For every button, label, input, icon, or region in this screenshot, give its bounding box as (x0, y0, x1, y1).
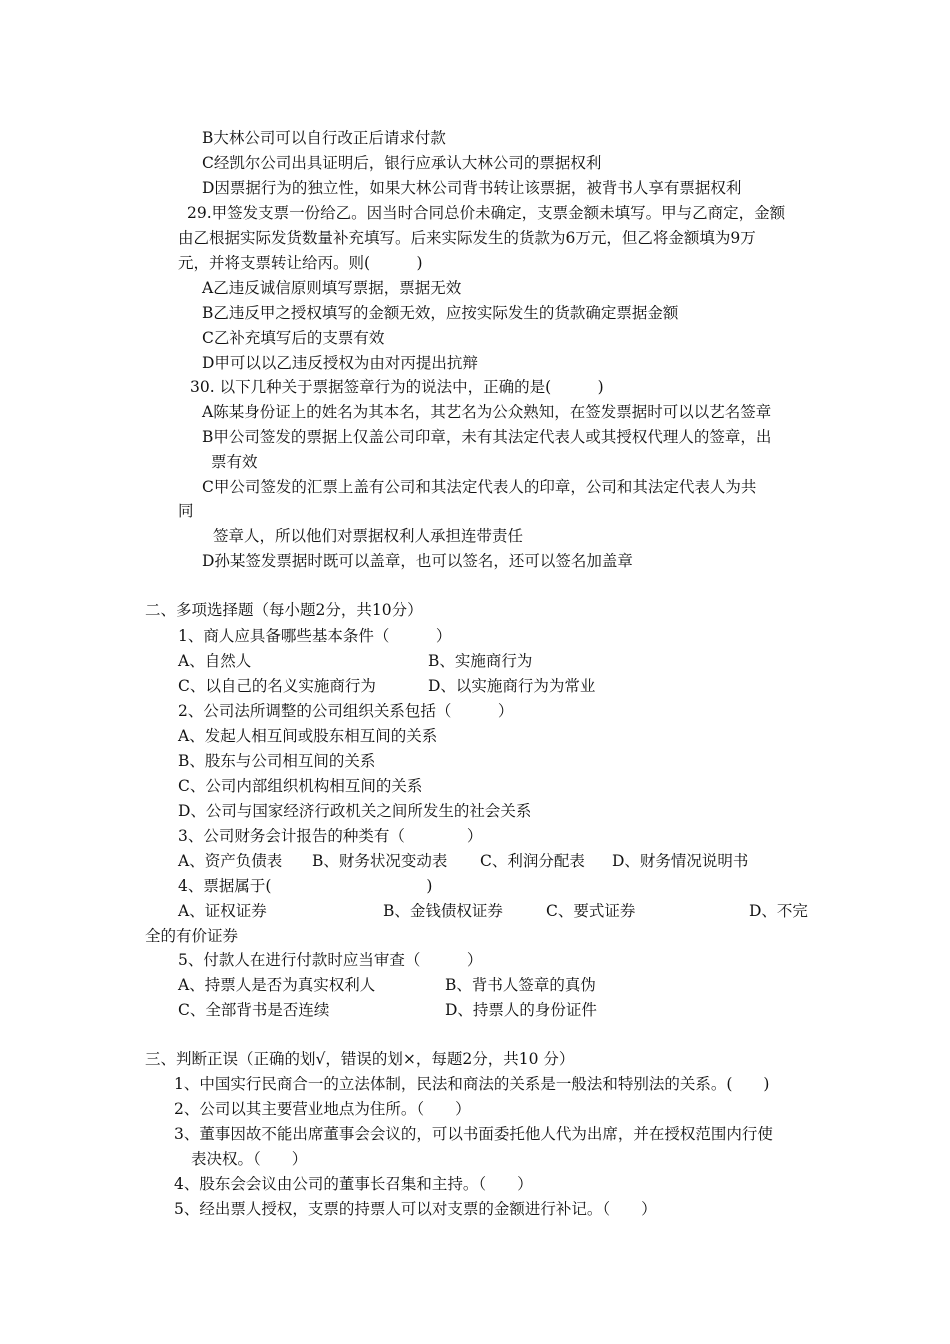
s2-q4-option-d: D、不完 (749, 902, 808, 920)
s2-q1-option-a: A、自然人 (178, 652, 252, 670)
s2-q2-option-a: A、发起人相互间或股东相互间的关系 (178, 727, 438, 745)
q30-option-c-line2: 同 (178, 502, 194, 520)
s3-q1: 1、中国实行民商合一的立法体制，民法和商法的关系是一般法和特别法的关系。( ) (174, 1075, 770, 1093)
s2-q4-stem: 4、票据属于( ) (178, 877, 433, 895)
s2-q1-option-d: D、以实施商行为为常业 (428, 677, 596, 695)
s2-q3-stem: 3、公司财务会计报告的种类有（ ） (178, 827, 483, 845)
q29-stem-line2: 由乙根据实际发货数量补充填写。后来实际发生的货款为6万元，但乙将金额填为9万 (178, 229, 756, 247)
q29-stem-line1: 29.甲签发支票一份给乙。因当时合同总价未确定，支票金额未填写。甲与乙商定，金额 (187, 204, 786, 222)
q30-stem: 30. 以下几种关于票据签章行为的说法中，正确的是( ) (190, 378, 604, 396)
s2-q4-option-d-continued: 全的有价证券 (145, 927, 239, 945)
section-3-title: 三、判断正误（正确的划√，错误的划×，每题2分，共10 分） (145, 1050, 575, 1068)
s2-q2-option-b: B、股东与公司相互间的关系 (178, 752, 376, 770)
s2-q3-option-d: D、财务情况说明书 (612, 852, 749, 870)
s2-q1-option-c: C、以自己的名义实施商行为 (178, 677, 376, 695)
s2-q3-option-c: C、利润分配表 (480, 852, 585, 870)
s2-q3-option-a: A、资产负债表 (178, 852, 283, 870)
s2-q5-option-d: D、持票人的身份证件 (445, 1001, 597, 1019)
s2-q1-option-b: B、实施商行为 (428, 652, 533, 670)
s2-q4-option-b: B、金钱债权证券 (383, 902, 503, 920)
q28-option-b: B大林公司可以自行改正后请求付款 (202, 129, 446, 147)
s2-q2-stem: 2、公司法所调整的公司组织关系包括（ ） (178, 702, 514, 720)
s3-q3-line1: 3、董事因故不能出席董事会会议的，可以书面委托他人代为出席，并在授权范围内行使 (174, 1125, 773, 1143)
s2-q4-option-a: A、证权证券 (178, 902, 267, 920)
s2-q2-option-d: D、公司与国家经济行政机关之间所发生的社会关系 (178, 802, 532, 820)
q29-option-c: C乙补充填写后的支票有效 (202, 329, 385, 347)
q30-option-b-line2: 票有效 (211, 453, 258, 471)
s2-q5-stem: 5、付款人在进行付款时应当审查（ ） (178, 951, 483, 969)
section-2-title: 二、多项选择题（每小题2分，共10分） (145, 601, 423, 619)
s2-q5-option-a: A、持票人是否为真实权利人 (178, 976, 376, 994)
s2-q2-option-c: C、公司内部组织机构相互间的关系 (178, 777, 423, 795)
s3-q3-line2: 表决权。（ ） (191, 1150, 308, 1168)
s3-q2: 2、公司以其主要营业地点为住所。（ ） (174, 1100, 471, 1118)
s2-q3-option-b: B、财务状况变动表 (312, 852, 448, 870)
q30-option-b-line1: B甲公司签发的票据上仅盖公司印章，未有其法定代表人或其授权代理人的签章，出 (202, 428, 772, 446)
q30-option-c-line1: C甲公司签发的汇票上盖有公司和其法定代表人的印章，公司和其法定代表人为共 (202, 478, 757, 496)
q30-option-c-line3: 签章人，所以他们对票据权利人承担连带责任 (213, 527, 524, 545)
s2-q5-option-c: C、全部背书是否连续 (178, 1001, 330, 1019)
q30-option-a: A陈某身份证上的姓名为其本名，其艺名为公众熟知，在签发票据时可以以艺名签章 (202, 403, 772, 421)
s2-q5-option-b: B、背书人签章的真伪 (445, 976, 596, 994)
s2-q4-option-c: C、要式证券 (546, 902, 636, 920)
q29-option-a: A乙违反诚信原则填写票据，票据无效 (202, 279, 462, 297)
q29-stem-line3: 元，并将支票转让给丙。则( ) (178, 254, 423, 272)
q29-option-d: D甲可以以乙违反授权为由对丙提出抗辩 (202, 354, 478, 372)
q30-option-d: D孙某签发票据时既可以盖章，也可以签名，还可以签名加盖章 (202, 552, 633, 570)
s3-q5: 5、经出票人授权，支票的持票人可以对支票的金额进行补记。（ ） (174, 1200, 657, 1218)
s3-q4: 4、股东会会议由公司的董事长召集和主持。（ ） (174, 1175, 533, 1193)
q29-option-b: B乙违反甲之授权填写的金额无效，应按实际发生的货款确定票据金额 (202, 304, 679, 322)
q28-option-d: D因票据行为的独立性，如果大林公司背书转让该票据，被背书人享有票据权利 (202, 179, 742, 197)
q28-option-c: C经凯尔公司出具证明后，银行应承认大林公司的票据权利 (202, 154, 602, 172)
s2-q1-stem: 1、商人应具备哪些基本条件（ ） (178, 627, 452, 645)
